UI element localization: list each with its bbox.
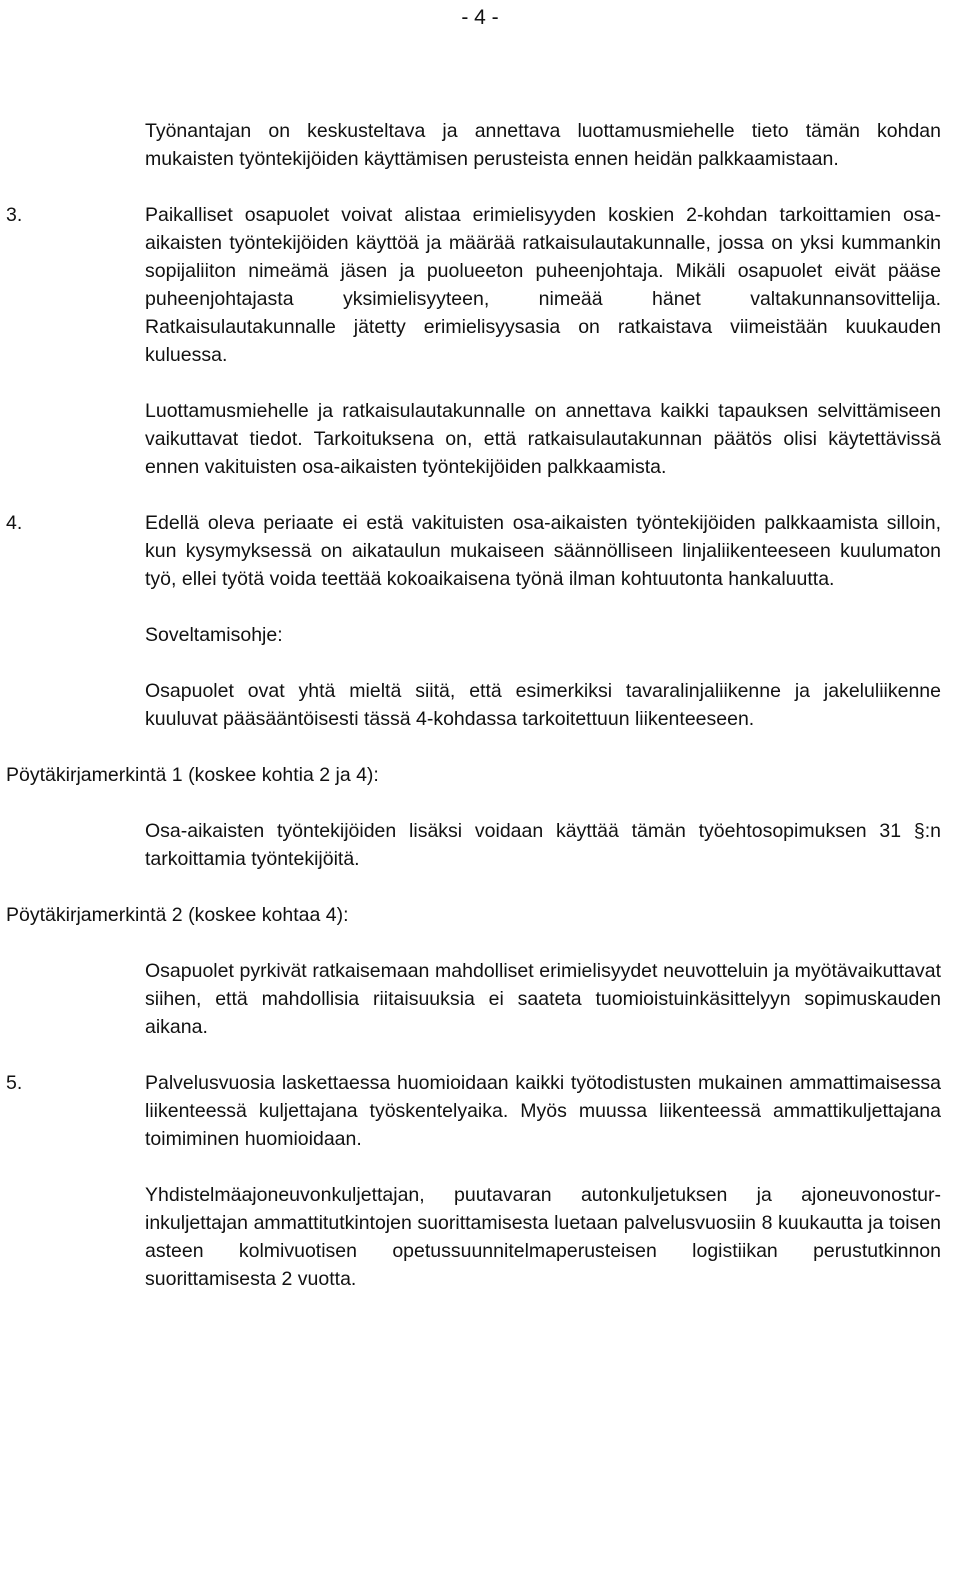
item-4-paragraph-1: Edellä oleva periaate ei estä vakituisten osa-aikaisten työntekijöiden palkkaamista silloin, kun kysymyksessä on aikataulun mukaiseen säännölliseen linjaliikenteeseen kuulumaton työ, ellei työtä voida teettää kokoaikaisena työnä ilman kohtuutonta hankaluutta. bbox=[145, 512, 941, 590]
guidance-label: Soveltamisohje: bbox=[145, 624, 283, 646]
item-4 bbox=[0, 509, 941, 733]
item-3-paragraph-1: Paikalliset osapuolet voivat alistaa erimielisyyden koskien 2-kohdan tarkoittamien osa-aikaisten työntekijöiden käyttöä ja määrää ratkaisulautakunnalle, jossa on yksi kummankin sopijaliiton nimeämä jäsen ja puolueeton puheenjohtaja. Mikäli osapuolet eivät pääse puheenjohtajasta yksimielisyyteen, nimeää hänet valtakunnansovittelija. Ratkaisulautakunnalle jätetty erimielisyysasia on ratkaistava viimeistään kuukauden kuluessa. bbox=[145, 204, 941, 366]
intro-block bbox=[0, 117, 941, 173]
item-3 bbox=[0, 201, 941, 481]
note-2-heading: Pöytäkirjamerkintä 2 (koskee kohtaa 4): bbox=[6, 904, 349, 926]
item-5-paragraph-2: Yhdistelmäajoneuvonkuljettajan, puutavaran autonkuljetuksen ja ajoneuvonosturinkuljettajan ammattitutkintojen suorittamisesta luetaan palvelusvuosiin 8 kuukautta ja toisen asteen kolmivuotisen opetussuunnitelmaperusteisen logistiikan perustutkinnon suorittamisesta 2 vuotta. bbox=[145, 1184, 941, 1290]
item-number: 3. bbox=[6, 204, 23, 226]
item-5 bbox=[0, 1069, 941, 1293]
item-5-paragraph-1: Palvelusvuosia laskettaessa huomioidaan kaikki työtodistusten mukainen ammattimaisessa liikenteessä kuljettajana työskentelyaika. Myös muussa liikenteessä ammattikuljettajana toimiminen huomioidaan. bbox=[145, 1072, 941, 1150]
note-1-text: Osa-aikaisten työntekijöiden lisäksi voidaan käyttää tämän työehtosopimuksen 31 §:n tarkoittamia työntekijöitä. bbox=[145, 820, 941, 870]
document-body bbox=[0, 117, 960, 1321]
item-3-paragraph-2: Luottamusmiehelle ja ratkaisulautakunnalle on annettava kaikki tapauksen selvittämiseen vaikuttavat tiedot. Tarkoituksena on, että ratkaisulautakunnan päätös olisi käytettävissä ennen vakituisten osa-aikaisten työntekijöiden palkkaamista. bbox=[145, 400, 941, 478]
item-number: 5. bbox=[6, 1072, 23, 1094]
note-2-text: Osapuolet pyrkivät ratkaisemaan mahdolliset erimielisyydet neuvotteluin ja myötävaikuttavat siihen, että mahdollisia riitaisuuksia ei saateta tuomioistuinkäsittelyyn sopimuskauden aikana. bbox=[145, 960, 941, 1038]
guidance-text: Osapuolet ovat yhtä mieltä siitä, että esimerkiksi tavaralinjaliikenne ja jakeluliikenne kuuluvat pääsääntöisesti tässä 4-kohdassa tarkoitettuun liikenteeseen. bbox=[145, 680, 941, 730]
intro-paragraph: Työnantajan on keskusteltava ja annettava luottamusmiehelle tieto tämän kohdan mukaisten työntekijöiden käyttämisen perusteista ennen heidän palkkaamistaan. bbox=[145, 120, 941, 170]
item-number: 4. bbox=[6, 512, 23, 534]
note-1-heading: Pöytäkirjamerkintä 1 (koskee kohtia 2 ja 4): bbox=[6, 764, 379, 786]
page-number: - 4 - bbox=[461, 6, 499, 29]
